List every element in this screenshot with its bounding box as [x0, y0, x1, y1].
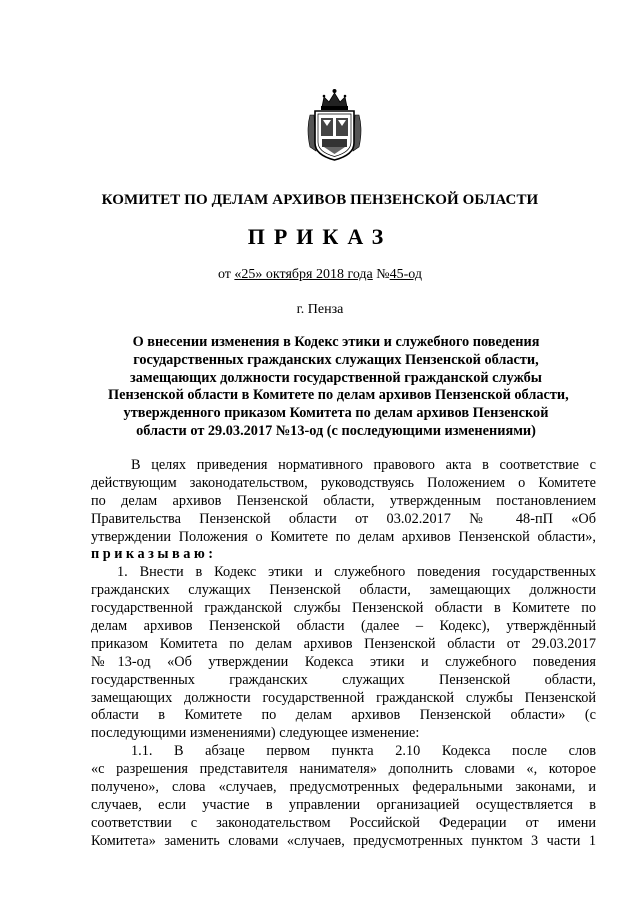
body-line: 1. Внести в Кодекс этики и служебного поведения государственных — [117, 564, 596, 581]
body-line: последующими изменениями) следующее изменение: — [91, 725, 420, 742]
order-subject — [108, 334, 569, 441]
subject-line: утвержденного приказом Комитета по делам архивов Пензенской — [123, 405, 549, 422]
body-line: Правительства Пензенской области от 03.02.2017 № 48-пП «Об — [91, 510, 596, 527]
body-line: 1.1. В абзаце первом пункта 2.10 Кодекса после слов — [131, 743, 596, 760]
subject-line: О внесении изменения в Кодекс этики и служебного поведения — [132, 334, 540, 350]
body-line: гражданских служащих Пензенской области, замещающих должности — [91, 582, 596, 599]
subject-line: государственных гражданских служащих Пензенской области, — [133, 351, 539, 368]
city-name: г. Пенза — [296, 302, 344, 317]
body-line: №13-од «Об утверждении Кодекса этики и служебного поведения — [91, 653, 596, 670]
document-type-title: ПРИКАЗ — [247, 224, 393, 249]
order-date-number — [0, 267, 640, 283]
date-prefix: от — [217, 267, 235, 282]
order-body — [91, 457, 596, 851]
subject-line: области от 29.03.2017 №13-од (с последующими изменениями) — [136, 422, 536, 439]
body-line: государственной гражданской службы Пензенской области в Комитете по — [91, 600, 596, 617]
body-line: получено», слова «случаев, предусмотренных федеральными законами, и — [91, 779, 596, 796]
body-line: случаев, если участие в управлении организацией осуществляется в — [91, 796, 596, 813]
body-line: замещающих должности государственной гражданской службы Пензенской — [91, 689, 596, 706]
body-line: государственных гражданских служащих Пензенской области, — [91, 671, 596, 688]
body-line: Комитета» заменить словами «случаев, предусмотренных пунктом 3 части 1 — [91, 832, 596, 849]
organization-name: КОМИТЕТ ПО ДЕЛАМ АРХИВОВ ПЕНЗЕНСКОЙ ОБЛАСТИ — [101, 192, 539, 208]
body-line: области в Комитете по делам архивов Пензенской области» (с — [91, 707, 596, 724]
order-directive: приказываю: — [91, 546, 217, 563]
coat-of-arms-icon — [304, 85, 365, 162]
body-line: утверждении Положения о Комитете по делам архивов Пензенской области», — [91, 528, 596, 545]
body-line: действующим законодательством, руководствуясь Положением о Комитете — [91, 474, 596, 491]
body-line: соответствии с законодательством Российской Федерации от имени — [91, 814, 596, 831]
body-line: по делам архивов Пензенской области, утвержденным постановлением — [91, 492, 596, 509]
order-number: 45-од — [389, 267, 423, 282]
body-line: «с разрешения представителя нанимателя» дополнить словами «, которое — [91, 761, 596, 778]
body-line: В целях приведения нормативного правового акта в соответствие с — [131, 457, 596, 473]
order-date: «25» октября 2018 года — [234, 267, 373, 282]
subject-line: замещающих должности государственной гражданской службы — [130, 369, 542, 386]
body-line: делам архивов Пензенской области (далее – Кодекс), утверждённый — [91, 618, 596, 635]
subject-line: Пензенской области в Комитете по делам архивов Пензенской области, — [108, 387, 569, 404]
body-line: приказом Комитета по делам архивов Пензенской области от 29.03.2017 — [91, 635, 596, 652]
number-prefix: № — [376, 267, 390, 282]
